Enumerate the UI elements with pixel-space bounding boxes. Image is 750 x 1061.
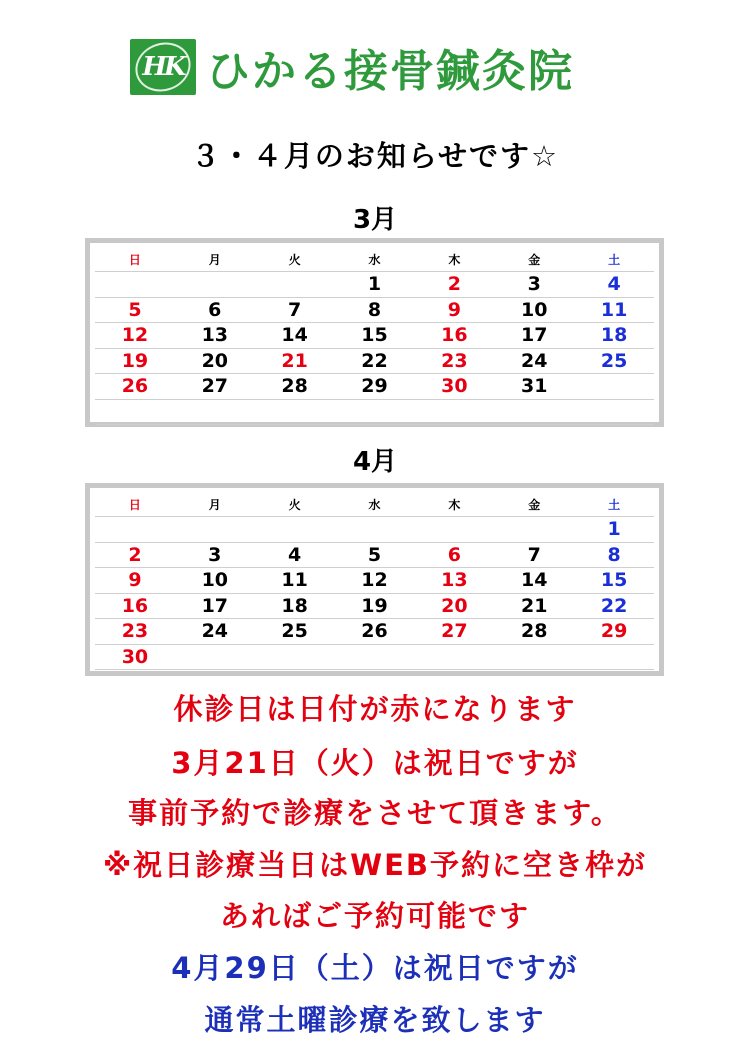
calendar-empty-cell: [414, 400, 494, 425]
calendar-day: 6: [208, 298, 222, 321]
calendar-day: 22: [361, 349, 388, 372]
calendar-day: 8: [367, 298, 382, 321]
calendar-empty-cell: [255, 400, 335, 425]
calendar-day: 11: [600, 298, 628, 321]
calendar-empty-cell: [414, 645, 494, 670]
calendar-day: 1: [607, 518, 621, 541]
weekday-label: 日: [128, 252, 141, 267]
calendar-day: 13: [201, 324, 229, 347]
calendar-day: 31: [521, 375, 548, 398]
calendar-day: 22: [600, 594, 628, 617]
calendar-week-row: [95, 594, 654, 620]
weekday-header-row: [95, 247, 654, 272]
calendar-empty-cell: [494, 645, 574, 670]
notice-line-5: あればご予約可能です: [219, 899, 530, 933]
weekday-label: 月: [208, 252, 221, 267]
calendar-empty-cell: [494, 400, 574, 425]
april-calendar: [85, 483, 664, 676]
calendar-empty-cell: [95, 272, 175, 297]
calendar-empty-cell: [335, 645, 415, 670]
calendar-day: 7: [288, 298, 302, 321]
april-title: 4月: [352, 447, 398, 477]
calendar-empty-cell: [574, 374, 654, 399]
calendar-empty-cell: [175, 645, 255, 670]
weekday-label: 月: [208, 497, 221, 512]
notice-line-1: 休診日は日付が赤になります: [173, 692, 577, 726]
calendar-day: 18: [600, 324, 628, 347]
weekday-label: 金: [528, 497, 541, 512]
calendar-day: 19: [121, 349, 149, 372]
calendar-week-row: [95, 298, 654, 324]
calendar-day: 29: [361, 375, 388, 398]
calendar-day: 16: [121, 594, 149, 617]
weekday-label: 木: [448, 252, 461, 267]
march-calendar: [85, 238, 664, 427]
calendar-day: 3: [208, 543, 222, 566]
calendar-day: 3: [527, 273, 541, 296]
page-title: ３・４月のお知らせです☆: [190, 139, 560, 173]
calendar-day: 24: [521, 349, 548, 372]
calendar-day: 5: [128, 298, 142, 321]
calendar-day: 25: [600, 349, 628, 372]
notice-line-4: ※祝日診療当日はWEB予約に空き枠が: [102, 848, 648, 882]
calendar-day: 20: [441, 594, 468, 617]
calendar-week-row: [95, 323, 654, 349]
weekday-label: 土: [608, 252, 621, 267]
clinic-logo: [130, 36, 630, 98]
calendar-day: 17: [521, 324, 548, 347]
calendar-day: 28: [521, 620, 548, 643]
notice-line-6: 4月29日（土）は祝日ですが: [171, 951, 579, 985]
calendar-day: 8: [607, 543, 621, 566]
march-title: 3月: [352, 205, 398, 235]
weekday-label: 日: [128, 497, 141, 512]
calendar-day: 15: [361, 324, 388, 347]
weekday-label: 水: [368, 497, 381, 512]
calendar-day: 18: [281, 594, 308, 617]
notice-line-3: 事前予約で診療をさせて頂きます。: [128, 796, 622, 830]
calendar-empty-cell: [175, 400, 255, 425]
calendar-empty-cell: [175, 517, 255, 542]
calendar-day: 9: [128, 569, 142, 592]
calendar-day: 24: [201, 620, 229, 643]
calendar-day: 23: [121, 620, 149, 643]
calendar-week-row: [95, 619, 654, 645]
calendar-day: 27: [441, 620, 468, 643]
calendar-day: 2: [447, 273, 461, 296]
calendar-day: 11: [281, 569, 308, 592]
notice-line-2: 3月21日（火）は祝日ですが: [171, 746, 579, 780]
weekday-label: 火: [288, 497, 301, 512]
calendar-day: 14: [281, 324, 308, 347]
calendar-day: 4: [288, 543, 302, 566]
calendar-day: 7: [527, 543, 541, 566]
weekday-label: 土: [608, 497, 621, 512]
calendar-week-row: [95, 349, 654, 375]
logo-mark: [130, 39, 196, 95]
calendar-day: 9: [447, 298, 461, 321]
calendar-empty-cell: [95, 517, 175, 542]
calendar-week-row: [95, 400, 654, 426]
calendar-day: 21: [521, 594, 548, 617]
calendar-day: 23: [441, 349, 468, 372]
calendar-day: 26: [121, 375, 149, 398]
calendar-day: 13: [441, 569, 468, 592]
calendar-day: 26: [361, 620, 388, 643]
calendar-empty-cell: [494, 517, 574, 542]
calendar-week-row: [95, 568, 654, 594]
calendar-day: 4: [607, 273, 621, 296]
calendar-day: 1: [367, 273, 382, 296]
weekday-header-row: [95, 492, 654, 517]
calendar-week-row: [95, 543, 654, 569]
calendar-empty-cell: [414, 517, 494, 542]
calendar-day: 20: [201, 349, 229, 372]
calendar-week-row: [95, 517, 654, 543]
calendar-empty-cell: [175, 272, 255, 297]
calendar-empty-cell: [335, 400, 415, 425]
notice-line-7: 通常土曜診療を致します: [204, 1003, 546, 1037]
calendar-day: 5: [367, 543, 382, 566]
calendar-day: 16: [441, 324, 468, 347]
calendar-day: 25: [281, 620, 308, 643]
calendar-day: 12: [361, 569, 388, 592]
calendar-day: 6: [447, 543, 461, 566]
calendar-empty-cell: [255, 517, 335, 542]
weekday-label: 火: [288, 252, 301, 267]
logo-mark-letters: HK: [142, 52, 184, 82]
calendar-week-row: [95, 374, 654, 400]
calendar-day: 10: [201, 569, 229, 592]
logo-ring-icon: [128, 35, 197, 99]
calendar-day: 14: [521, 569, 548, 592]
calendar-day: 21: [281, 349, 308, 372]
calendar-day: 17: [201, 594, 229, 617]
calendar-empty-cell: [335, 517, 415, 542]
calendar-day: 29: [600, 620, 628, 643]
calendar-empty-cell: [255, 645, 335, 670]
calendar-empty-cell: [574, 400, 654, 425]
calendar-day: 2: [128, 543, 142, 566]
calendar-day: 15: [600, 569, 628, 592]
calendar-day: 30: [441, 375, 468, 398]
calendar-empty-cell: [574, 645, 654, 670]
calendar-day: 27: [201, 375, 229, 398]
weekday-label: 水: [368, 252, 381, 267]
calendar-empty-cell: [95, 400, 175, 425]
calendar-day: 30: [121, 645, 149, 668]
calendar-week-row: [95, 272, 654, 298]
weekday-label: 金: [528, 252, 541, 267]
weekday-label: 木: [448, 497, 461, 512]
calendar-empty-cell: [255, 272, 335, 297]
clinic-name: ひかる接骨鍼灸院: [206, 46, 574, 97]
calendar-day: 19: [361, 594, 388, 617]
calendar-day: 12: [121, 324, 149, 347]
calendar-day: 10: [521, 298, 548, 321]
calendar-week-row: [95, 645, 654, 671]
calendar-day: 28: [281, 375, 308, 398]
